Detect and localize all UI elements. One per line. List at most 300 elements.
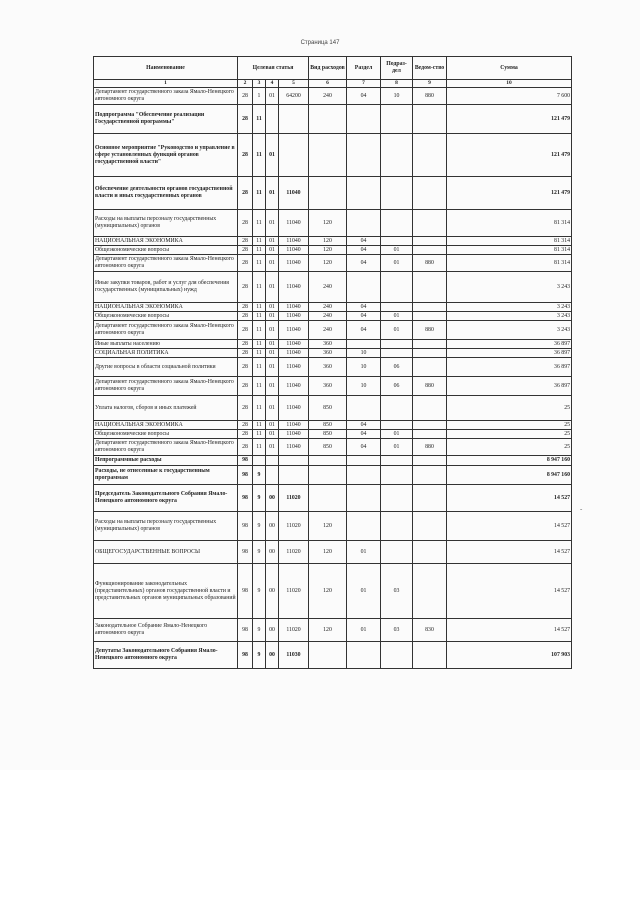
cell-podr: 01: [381, 312, 413, 321]
cell-ved: [413, 564, 447, 619]
cell-a: 28: [238, 421, 253, 430]
cell-sum: 36 897: [447, 349, 572, 358]
cell-name: Департамент государственного заказа Ямало-Ненецкого автономного округа: [94, 439, 238, 456]
cell-razd: 04: [347, 321, 381, 340]
cell-a: 28: [238, 340, 253, 349]
cell-ved: [413, 456, 447, 466]
cell-b: 11: [253, 421, 266, 430]
cell-sum: 81 314: [447, 246, 572, 255]
cell-b: 11: [253, 349, 266, 358]
cell-podr: 01: [381, 439, 413, 456]
table-row: [94, 377, 572, 396]
cell-name: Уплата налогов, сборов и иных платежей: [94, 396, 238, 421]
cell-c: 01: [266, 246, 279, 255]
cell-sum: 121 479: [447, 177, 572, 210]
column-number: 9: [413, 80, 447, 88]
cell-ved: [413, 421, 447, 430]
table-row: [94, 439, 572, 456]
table-body: [94, 88, 572, 669]
cell-c: 00: [266, 485, 279, 512]
cell-vid: [309, 105, 347, 134]
cell-podr: 03: [381, 564, 413, 619]
cell-a: 98: [238, 619, 253, 642]
cell-podr: [381, 272, 413, 303]
cell-vid: 360: [309, 340, 347, 349]
cell-vid: 120: [309, 210, 347, 237]
cell-ved: [413, 541, 447, 564]
table-row: [94, 541, 572, 564]
cell-c: 01: [266, 272, 279, 303]
cell-sum: 36 897: [447, 377, 572, 396]
cell-ved: [413, 430, 447, 439]
cell-razd: 04: [347, 88, 381, 105]
cell-sum: 14 527: [447, 619, 572, 642]
cell-podr: [381, 340, 413, 349]
cell-podr: 01: [381, 321, 413, 340]
cell-name: Обеспечение деятельности органов государственной власти и иных государственных органов: [94, 177, 238, 210]
cell-a: 28: [238, 349, 253, 358]
cell-podr: [381, 134, 413, 177]
cell-a: 28: [238, 430, 253, 439]
cell-c: [266, 466, 279, 485]
cell-ved: [413, 177, 447, 210]
cell-ved: 880: [413, 439, 447, 456]
cell-b: 9: [253, 541, 266, 564]
cell-vid: 360: [309, 349, 347, 358]
cell-d: 11040: [279, 349, 309, 358]
cell-razd: 04: [347, 237, 381, 246]
table-row: [94, 177, 572, 210]
cell-podr: [381, 541, 413, 564]
cell-sum: 25: [447, 439, 572, 456]
cell-podr: [381, 210, 413, 237]
cell-name: Общеэкономические вопросы: [94, 312, 238, 321]
cell-ved: [413, 303, 447, 312]
cell-podr: 01: [381, 255, 413, 272]
cell-podr: [381, 349, 413, 358]
cell-name: Расходы, не отнесенные к государственным программам: [94, 466, 238, 485]
table-row: [94, 272, 572, 303]
cell-vid: [309, 456, 347, 466]
column-number: 5: [279, 80, 309, 88]
cell-vid: 850: [309, 396, 347, 421]
cell-b: 11: [253, 255, 266, 272]
cell-a: 28: [238, 272, 253, 303]
cell-a: 28: [238, 377, 253, 396]
cell-c: 01: [266, 396, 279, 421]
cell-name: НАЦИОНАЛЬНАЯ ЭКОНОМИКА: [94, 303, 238, 312]
cell-d: 11040: [279, 237, 309, 246]
cell-name: Департамент государственного заказа Ямало-Ненецкого автономного округа: [94, 255, 238, 272]
cell-razd: 10: [347, 358, 381, 377]
cell-sum: 3 243: [447, 303, 572, 312]
cell-d: 11020: [279, 512, 309, 541]
cell-podr: [381, 105, 413, 134]
cell-c: 00: [266, 642, 279, 669]
cell-c: 01: [266, 312, 279, 321]
table-row: [94, 134, 572, 177]
cell-sum: 36 897: [447, 340, 572, 349]
cell-name: Подпрограмма "Обеспечение реализации Государственной программы": [94, 105, 238, 134]
cell-sum: 14 527: [447, 541, 572, 564]
cell-podr: [381, 177, 413, 210]
cell-ved: 880: [413, 321, 447, 340]
header-vedomstvo: Ведом-ство: [413, 57, 447, 80]
cell-name: Функционирование законодательных (представительных) органов государственной власти и представительных органов муниципальных образований: [94, 564, 238, 619]
cell-sum: 14 527: [447, 485, 572, 512]
cell-d: 11040: [279, 255, 309, 272]
header-vid: Вид расходов: [309, 57, 347, 80]
table-row: [94, 303, 572, 312]
cell-razd: 01: [347, 564, 381, 619]
cell-sum: 107 903: [447, 642, 572, 669]
cell-b: 11: [253, 377, 266, 396]
table-row: [94, 358, 572, 377]
cell-vid: 120: [309, 541, 347, 564]
cell-c: 01: [266, 210, 279, 237]
cell-ved: [413, 237, 447, 246]
cell-a: 28: [238, 88, 253, 105]
cell-podr: 01: [381, 430, 413, 439]
cell-ved: [413, 210, 447, 237]
cell-b: 9: [253, 466, 266, 485]
cell-ved: [413, 312, 447, 321]
table-row: [94, 246, 572, 255]
cell-b: 9: [253, 564, 266, 619]
header-sum: Сумма: [447, 57, 572, 80]
cell-a: 28: [238, 396, 253, 421]
cell-razd: [347, 272, 381, 303]
header-razdel: Раздел: [347, 57, 381, 80]
cell-name: Иные выплаты населению: [94, 340, 238, 349]
cell-podr: 01: [381, 246, 413, 255]
column-number: 8: [381, 80, 413, 88]
cell-d: 11020: [279, 485, 309, 512]
cell-vid: 120: [309, 564, 347, 619]
cell-sum: 3 243: [447, 272, 572, 303]
cell-ved: [413, 340, 447, 349]
cell-c: 00: [266, 564, 279, 619]
cell-vid: [309, 466, 347, 485]
cell-podr: [381, 642, 413, 669]
cell-d: 11040: [279, 396, 309, 421]
cell-d: 11040: [279, 439, 309, 456]
cell-c: 01: [266, 358, 279, 377]
cell-sum: 121 479: [447, 134, 572, 177]
cell-c: [266, 456, 279, 466]
cell-vid: [309, 485, 347, 512]
cell-b: 11: [253, 430, 266, 439]
cell-d: 11040: [279, 377, 309, 396]
cell-d: [279, 456, 309, 466]
cell-b: [253, 456, 266, 466]
cell-d: 11020: [279, 619, 309, 642]
cell-a: 28: [238, 105, 253, 134]
cell-ved: [413, 272, 447, 303]
cell-ved: [413, 349, 447, 358]
cell-d: 11040: [279, 272, 309, 303]
cell-c: 01: [266, 88, 279, 105]
cell-sum: 121 479: [447, 105, 572, 134]
table-row: [94, 456, 572, 466]
cell-razd: [347, 340, 381, 349]
cell-ved: [413, 512, 447, 541]
cell-d: [279, 105, 309, 134]
cell-a: 28: [238, 303, 253, 312]
cell-vid: 120: [309, 255, 347, 272]
cell-name: Общеэкономические вопросы: [94, 246, 238, 255]
cell-name: Председатель Законодательного Собрания Ямало-Ненецкого автономного округа: [94, 485, 238, 512]
cell-d: 11040: [279, 358, 309, 377]
cell-razd: 01: [347, 619, 381, 642]
cell-vid: [309, 642, 347, 669]
cell-name: Другие вопросы в области социальной политики: [94, 358, 238, 377]
cell-vid: 120: [309, 246, 347, 255]
cell-d: 11020: [279, 564, 309, 619]
cell-c: 01: [266, 349, 279, 358]
cell-b: 11: [253, 439, 266, 456]
table-row: [94, 512, 572, 541]
cell-d: 11040: [279, 177, 309, 210]
page-margin: [0, 770, 640, 905]
cell-b: 11: [253, 237, 266, 246]
cell-vid: 360: [309, 377, 347, 396]
cell-c: 00: [266, 619, 279, 642]
cell-razd: [347, 105, 381, 134]
cell-d: 11040: [279, 340, 309, 349]
header-podrazdel: Подраз-дел: [381, 57, 413, 80]
cell-podr: 06: [381, 377, 413, 396]
cell-razd: [347, 485, 381, 512]
cell-razd: [347, 456, 381, 466]
table-row: [94, 421, 572, 430]
cell-d: 11040: [279, 430, 309, 439]
cell-vid: 240: [309, 88, 347, 105]
cell-b: 11: [253, 134, 266, 177]
cell-ved: [413, 105, 447, 134]
table-row: [94, 349, 572, 358]
cell-sum: 25: [447, 430, 572, 439]
column-number: 1: [94, 80, 238, 88]
cell-a: 28: [238, 358, 253, 377]
cell-b: 11: [253, 358, 266, 377]
cell-a: 98: [238, 541, 253, 564]
budget-table: [93, 56, 572, 669]
cell-a: 28: [238, 312, 253, 321]
cell-d: 11040: [279, 303, 309, 312]
cell-name: Общеэкономические вопросы: [94, 430, 238, 439]
cell-a: 28: [238, 255, 253, 272]
table-row: [94, 340, 572, 349]
cell-d: 11020: [279, 541, 309, 564]
cell-b: 11: [253, 210, 266, 237]
cell-a: 98: [238, 485, 253, 512]
cell-name: НАЦИОНАЛЬНАЯ ЭКОНОМИКА: [94, 237, 238, 246]
cell-a: 28: [238, 210, 253, 237]
cell-a: 98: [238, 642, 253, 669]
cell-sum: 8 947 160: [447, 466, 572, 485]
cell-razd: 04: [347, 255, 381, 272]
table-row: [94, 619, 572, 642]
cell-name: Законодательное Собрание Ямало-Ненецкого автономного округа: [94, 619, 238, 642]
cell-a: 98: [238, 512, 253, 541]
cell-d: [279, 134, 309, 177]
cell-vid: 120: [309, 619, 347, 642]
cell-c: 01: [266, 237, 279, 246]
cell-name: Департамент государственного заказа Ямало-Ненецкого автономного округа: [94, 88, 238, 105]
header-target: Целевая статья: [238, 57, 309, 80]
table-row: [94, 466, 572, 485]
column-number: 6: [309, 80, 347, 88]
cell-razd: 04: [347, 246, 381, 255]
cell-sum: 36 897: [447, 358, 572, 377]
cell-b: 11: [253, 177, 266, 210]
cell-ved: [413, 134, 447, 177]
cell-vid: 240: [309, 312, 347, 321]
cell-c: 01: [266, 177, 279, 210]
cell-razd: 10: [347, 377, 381, 396]
cell-name: Иные закупки товаров, работ и услуг для обеспечения государственных (муниципальных) нужд: [94, 272, 238, 303]
cell-podr: [381, 466, 413, 485]
cell-ved: [413, 396, 447, 421]
cell-razd: 04: [347, 421, 381, 430]
cell-vid: [309, 134, 347, 177]
cell-d: 11040: [279, 421, 309, 430]
cell-d: 11040: [279, 312, 309, 321]
cell-name: Основное мероприятие "Руководство и управление в сфере установленных функций органов государственной власти": [94, 134, 238, 177]
cell-c: 01: [266, 321, 279, 340]
cell-sum: 7 600: [447, 88, 572, 105]
cell-razd: 04: [347, 312, 381, 321]
cell-vid: 120: [309, 237, 347, 246]
cell-a: 28: [238, 321, 253, 340]
cell-vid: [309, 177, 347, 210]
cell-razd: [347, 134, 381, 177]
cell-name: Непрограммные расходы: [94, 456, 238, 466]
cell-b: 11: [253, 340, 266, 349]
cell-vid: 850: [309, 430, 347, 439]
cell-podr: [381, 421, 413, 430]
cell-ved: 880: [413, 255, 447, 272]
cell-sum: 3 243: [447, 312, 572, 321]
page-label: Страница 147: [300, 40, 340, 46]
cell-razd: [347, 396, 381, 421]
table-row: [94, 237, 572, 246]
cell-vid: 850: [309, 421, 347, 430]
cell-name: СОЦИАЛЬНАЯ ПОЛИТИКА: [94, 349, 238, 358]
cell-sum: 3 243: [447, 321, 572, 340]
table-row: [94, 321, 572, 340]
cell-a: 28: [238, 246, 253, 255]
cell-b: 1: [253, 88, 266, 105]
side-mark: -: [580, 505, 583, 513]
cell-c: [266, 105, 279, 134]
cell-a: 28: [238, 177, 253, 210]
cell-sum: 25: [447, 421, 572, 430]
header-row: [94, 57, 572, 80]
cell-sum: 8 947 160: [447, 456, 572, 466]
cell-razd: 04: [347, 303, 381, 312]
cell-podr: 06: [381, 358, 413, 377]
cell-vid: 360: [309, 358, 347, 377]
cell-ved: [413, 246, 447, 255]
table-row: [94, 312, 572, 321]
cell-a: 98: [238, 564, 253, 619]
cell-vid: 240: [309, 303, 347, 312]
cell-b: 11: [253, 396, 266, 421]
cell-podr: 10: [381, 88, 413, 105]
table-row: [94, 210, 572, 237]
cell-c: 00: [266, 541, 279, 564]
cell-d: 11040: [279, 246, 309, 255]
cell-b: 11: [253, 321, 266, 340]
cell-name: Расходы на выплаты персоналу государственных (муниципальных) органов: [94, 512, 238, 541]
cell-razd: 01: [347, 541, 381, 564]
cell-c: 01: [266, 303, 279, 312]
cell-c: 00: [266, 512, 279, 541]
cell-name: НАЦИОНАЛЬНАЯ ЭКОНОМИКА: [94, 421, 238, 430]
cell-ved: 880: [413, 377, 447, 396]
cell-name: Расходы на выплаты персоналу государственных (муниципальных) органов: [94, 210, 238, 237]
header-name: Наименование: [94, 57, 238, 80]
cell-name: Депутаты Законодательного Собрания Ямало-Ненецкого автономного округа: [94, 642, 238, 669]
cell-razd: [347, 210, 381, 237]
cell-a: 28: [238, 439, 253, 456]
cell-a: 28: [238, 134, 253, 177]
cell-podr: [381, 456, 413, 466]
cell-ved: [413, 466, 447, 485]
column-number: 10: [447, 80, 572, 88]
table-row: [94, 255, 572, 272]
column-number: 4: [266, 80, 279, 88]
cell-name: Департамент государственного заказа Ямало-Ненецкого автономного округа: [94, 377, 238, 396]
cell-podr: [381, 485, 413, 512]
column-number: 2: [238, 80, 253, 88]
cell-b: 9: [253, 619, 266, 642]
cell-d: 11040: [279, 210, 309, 237]
cell-d: 11040: [279, 321, 309, 340]
cell-sum: 81 314: [447, 237, 572, 246]
cell-vid: 120: [309, 512, 347, 541]
table-row: [94, 396, 572, 421]
cell-sum: 14 527: [447, 512, 572, 541]
table-row: [94, 105, 572, 134]
cell-razd: 04: [347, 430, 381, 439]
cell-d: [279, 466, 309, 485]
cell-b: 11: [253, 312, 266, 321]
cell-b: 11: [253, 272, 266, 303]
cell-c: 01: [266, 340, 279, 349]
cell-vid: 240: [309, 321, 347, 340]
cell-c: 01: [266, 430, 279, 439]
cell-vid: 850: [309, 439, 347, 456]
cell-a: 98: [238, 456, 253, 466]
cell-a: 98: [238, 466, 253, 485]
table-row: [94, 430, 572, 439]
cell-a: 28: [238, 237, 253, 246]
cell-ved: [413, 358, 447, 377]
cell-c: 01: [266, 377, 279, 396]
cell-c: 01: [266, 421, 279, 430]
column-number-row: [94, 80, 572, 88]
cell-b: 11: [253, 303, 266, 312]
cell-ved: 830: [413, 619, 447, 642]
cell-sum: 81 314: [447, 255, 572, 272]
cell-name: ОБЩЕГОСУДАРСТВЕННЫЕ ВОПРОСЫ: [94, 541, 238, 564]
cell-ved: 880: [413, 88, 447, 105]
cell-name: Департамент государственного заказа Ямало-Ненецкого автономного округа: [94, 321, 238, 340]
cell-razd: [347, 466, 381, 485]
